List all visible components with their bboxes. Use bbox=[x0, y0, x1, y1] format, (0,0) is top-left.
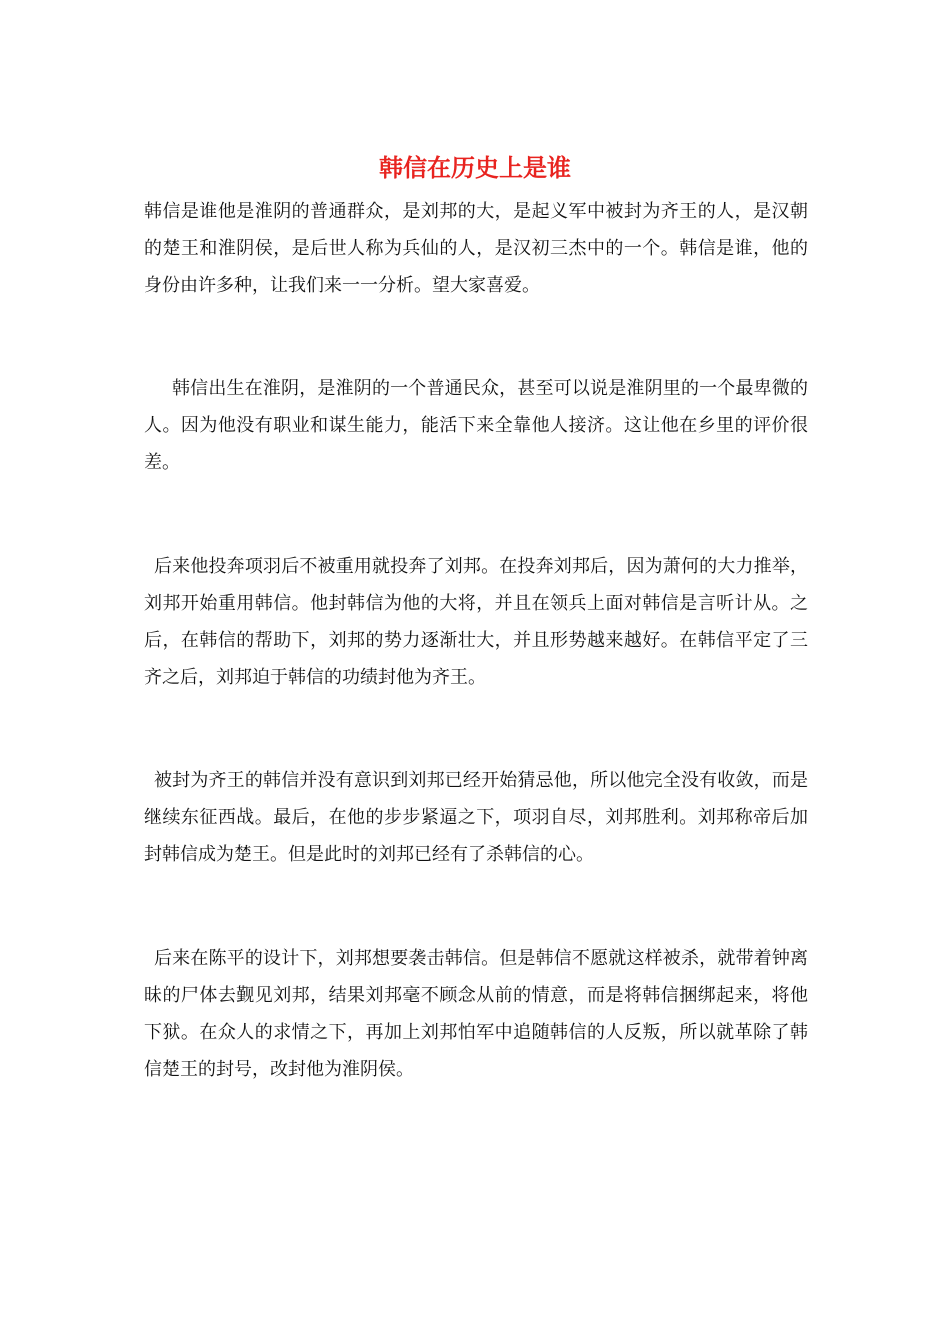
paragraph-birth: 韩信出生在淮阴，是淮阴的一个普通民众，甚至可以说是淮阴里的一个最卑微的人。因为他没有职业和谋生能力，能活下来全靠他人接济。这让他在乡里的评价很差。 bbox=[144, 378, 808, 473]
paragraph-king-of-qi: 被封为齐王的韩信并没有意识到刘邦已经开始猜忌他，所以他完全没有收敛，而是继续东征西战。最后，在他的步步紧逼之下，项羽自尽，刘邦胜利。刘邦称帝后加封韩信成为楚王。但是此时的刘邦已经有了杀韩信的心。 bbox=[144, 770, 808, 865]
paragraph-intro: 韩信是谁他是淮阴的普通群众，是刘邦的大，是起义军中被封为齐王的人，是汉朝的楚王和淮阴侯，是后世人称为兵仙的人，是汉初三杰中的一个。韩信是谁，他的身份由许多种，让我们来一一分析。望大家喜爱。 bbox=[144, 201, 808, 296]
document-title: 韩信在历史上是谁 bbox=[379, 153, 571, 182]
paragraph-join-liubang: 后来他投奔项羽后不被重用就投奔了刘邦。在投奔刘邦后，因为萧何的大力推举，刘邦开始重用韩信。他封韩信为他的大将，并且在领兵上面对韩信是言听计从。之后，在韩信的帮助下，刘邦的势力逐渐壮大，并且形势越来越好。在韩信平定了三齐之后，刘邦迫于韩信的功绩封他为齐王。 bbox=[144, 556, 808, 688]
paragraph-marquis-huaiyin: 后来在陈平的设计下，刘邦想要袭击韩信。但是韩信不愿就这样被杀，就带着钟离昧的尸体去觐见刘邦，结果刘邦毫不顾念从前的情意，而是将韩信捆绑起来，将他下狱。在众人的求情之下，再加上刘邦怕军中追随韩信的人反叛，所以就革除了韩信楚王的封号，改封他为淮阴侯。 bbox=[144, 948, 808, 1080]
